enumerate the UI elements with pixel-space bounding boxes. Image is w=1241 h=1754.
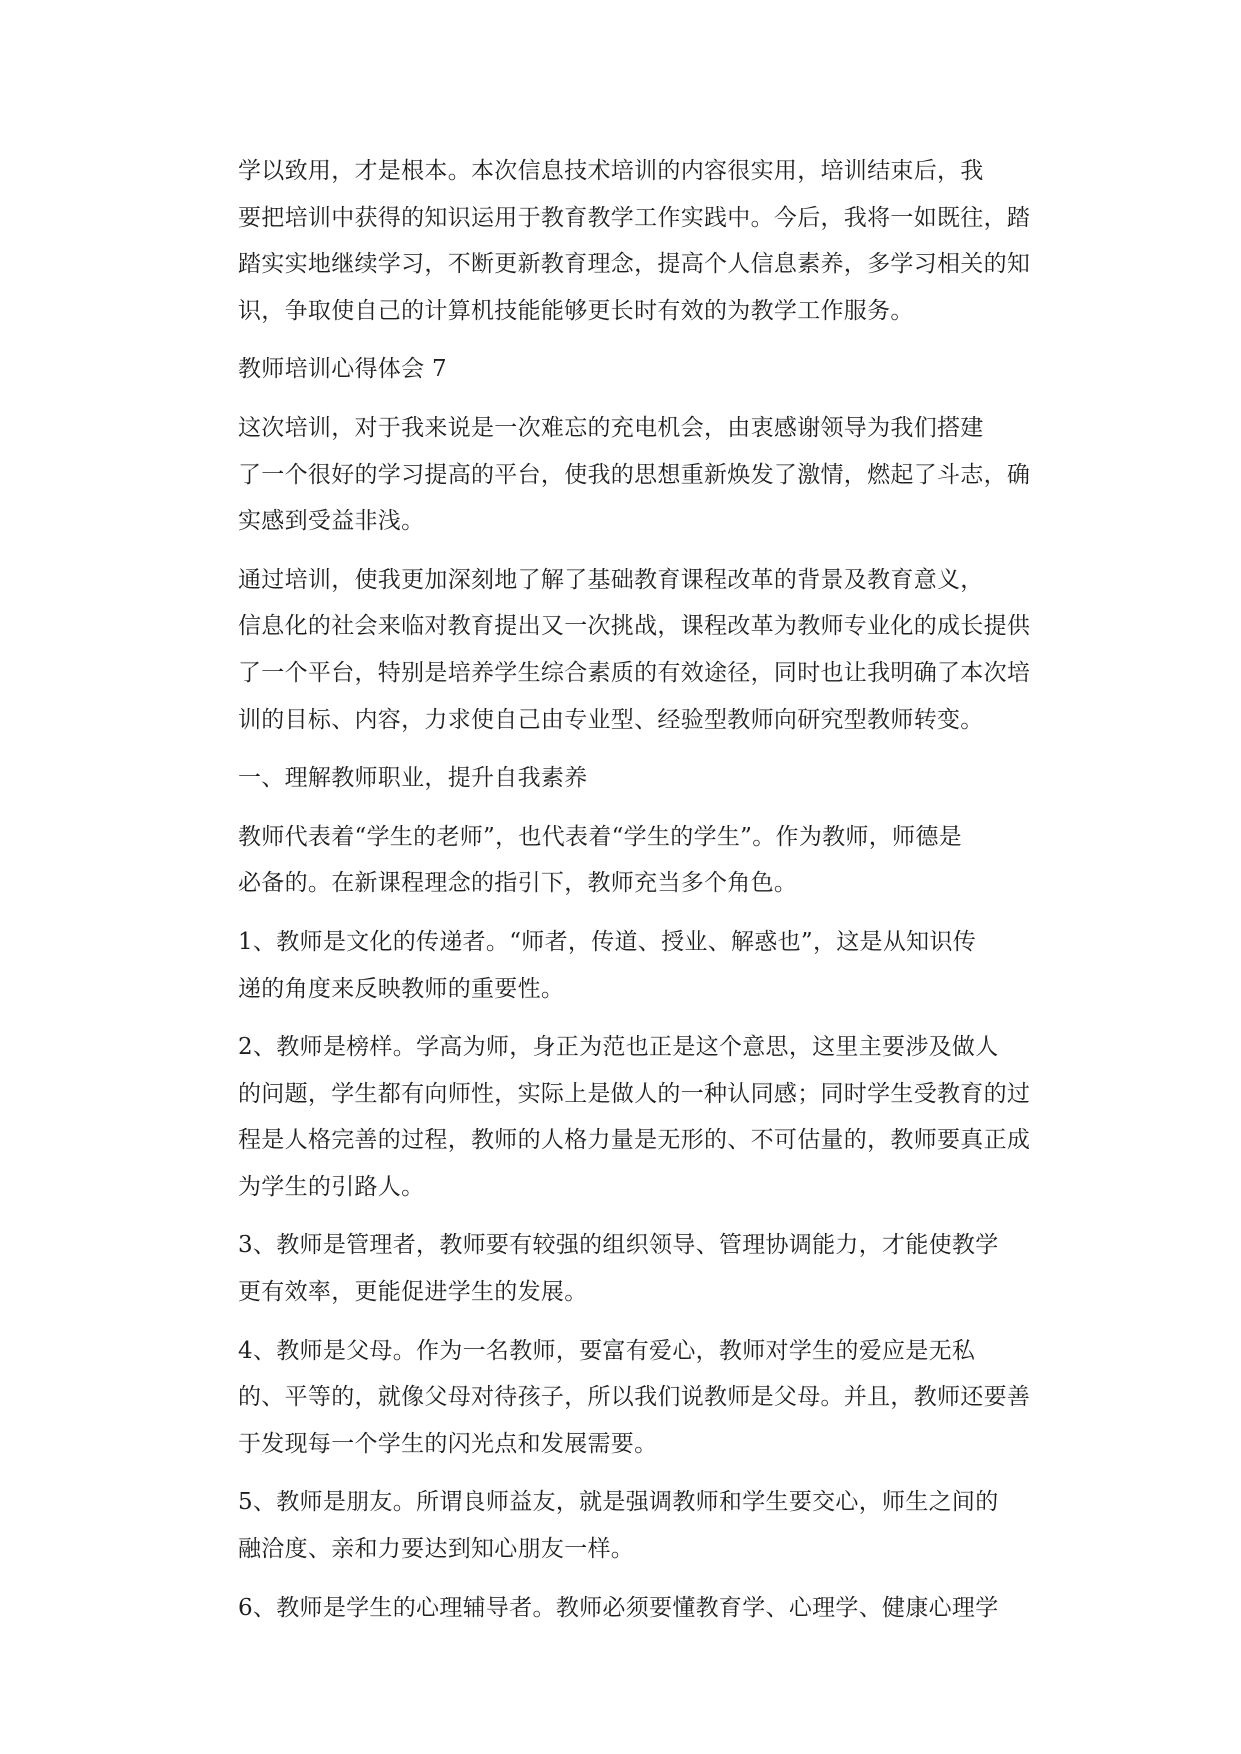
list-item-role-2 — [190, 1024, 1052, 1210]
text-line: 学以致用，才是根本。本次信息技术培训的内容很实用，培训结束后，我 — [238, 158, 984, 184]
text-line: 必备的。在新课程理念的指引下，教师充当多个角色。 — [238, 870, 798, 897]
text-line: 了一个平台，特别是培养学生综合素质的有效途径，同时也让我明确了本次培 — [238, 659, 1031, 686]
section-heading-7 — [190, 346, 1052, 393]
list-item-role-5 — [190, 1479, 1052, 1572]
paragraph-apply-knowledge — [190, 148, 1052, 334]
text-line: 踏实实地继续学习，不断更新教育理念，提高个人信息素养，多学习相关的知 — [238, 251, 1031, 278]
list-item-role-3 — [190, 1222, 1052, 1315]
text-line: 教师代表着“学生的老师”，也代表着“学生的学生”。作为教师，师德是 — [238, 823, 962, 850]
text-line: 信息化的社会来临对教育提出又一次挑战，课程改革为教师专业化的成长提供 — [238, 613, 1031, 640]
heading-text: 一、理解教师职业，提升自我素养 — [238, 765, 588, 792]
paragraph-teacher-roles-intro — [190, 814, 1052, 907]
text-line: 递的角度来反映教师的重要性。 — [238, 975, 565, 1002]
text-line: 3、教师是管理者，教师要有较强的组织领导、管理协调能力，才能使教学 — [238, 1232, 999, 1259]
text-line: 4、教师是父母。作为一名教师，要富有爱心，教师对学生的爱应是无私 — [238, 1337, 976, 1364]
text-line: 1、教师是文化的传递者。“师者，传道、授业、解惑也”，这是从知识传 — [238, 928, 977, 955]
text-line: 实感到受益非浅。 — [238, 508, 425, 535]
paragraph-curriculum-reform — [190, 557, 1052, 743]
text-line: 这次培训，对于我来说是一次难忘的充电机会，由衷感谢领导为我们搭建 — [238, 414, 984, 441]
text-line: 2、教师是榜样。学高为师，身正为范也正是这个意思，这里主要涉及做人 — [238, 1034, 999, 1061]
text-line: 6、教师是学生的心理辅导者。教师必须要懂教育学、心理学、健康心理学 — [238, 1594, 999, 1621]
text-line: 通过培训，使我更加深刻地了解了基础教育课程改革的背景及教育意义， — [238, 566, 984, 593]
list-item-role-6 — [190, 1585, 1052, 1632]
text-line: 要把培训中获得的知识运用于教育教学工作实践中。今后，我将一如既往，踏 — [238, 204, 1031, 231]
paragraph-training-opportunity — [190, 405, 1052, 545]
text-line: 了一个很好的学习提高的平台，使我的思想重新焕发了激情，燃起了斗志，确 — [238, 461, 1031, 488]
text-line: 训的目标、内容，力求使自己由专业型、经验型教师向研究型教师转变。 — [238, 706, 984, 733]
text-line: 程是人格完善的过程，教师的人格力量是无形的、不可估量的，教师要真正成 — [238, 1127, 1031, 1154]
text-line: 的、平等的，就像父母对待孩子，所以我们说教师是父母。并且，教师还要善 — [238, 1384, 1031, 1411]
text-line: 更有效率，更能促进学生的发展。 — [238, 1279, 588, 1306]
text-line: 于发现每一个学生的闪光点和发展需要。 — [238, 1430, 658, 1457]
text-line: 5、教师是朋友。所谓良师益友，就是强调教师和学生要交心，师生之间的 — [238, 1489, 999, 1516]
document-body — [190, 148, 1052, 1643]
text-line: 为学生的引路人。 — [238, 1173, 425, 1200]
heading-text: 教师培训心得体会 7 — [238, 356, 447, 383]
text-line: 融洽度、亲和力要达到知心朋友一样。 — [238, 1536, 635, 1563]
list-item-role-1 — [190, 919, 1052, 1012]
list-item-role-4 — [190, 1328, 1052, 1468]
text-line: 的问题，学生都有向师性，实际上是做人的一种认同感；同时学生受教育的过 — [238, 1080, 1031, 1107]
section-heading-understand-profession — [190, 755, 1052, 802]
text-line: 识，争取使自己的计算机技能能够更长时有效的为教学工作服务。 — [238, 297, 914, 324]
